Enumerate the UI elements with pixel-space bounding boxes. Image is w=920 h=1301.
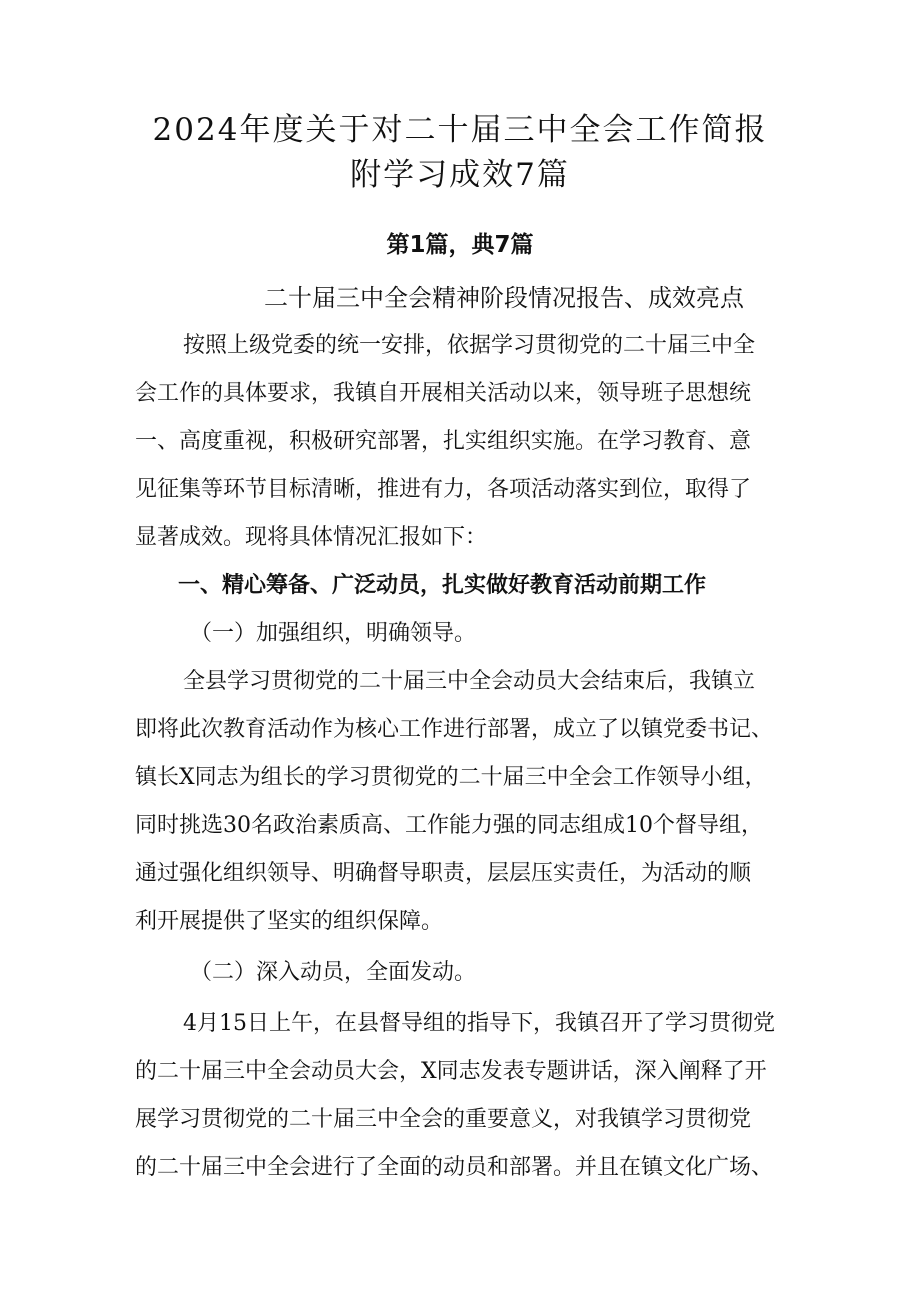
- intro-line: 显著成效。现将具体情况汇报如下：: [135, 525, 488, 550]
- report-title: 二十届三中全会精神阶段情况报告、成效亮点: [264, 284, 744, 312]
- sub1-heading: （一）加强组织，明确领导。: [190, 621, 477, 646]
- sub2-line: 4月15日上午，在县督导组的指导下，我镇召开了学习贯彻党: [183, 1011, 775, 1036]
- intro-line: 见征集等环节目标清晰，推进有力，各项活动落实到位，取得了: [135, 477, 752, 502]
- intro-line: 一、高度重视，积极研究部署，扎实组织实施。在学习教育、意: [135, 429, 752, 454]
- sub2-line: 的二十届三中全会动员大会，X同志发表专题讲话，深入阐释了开: [135, 1059, 767, 1084]
- sub2-line: 的二十届三中全会进行了全面的动员和部署。并且在镇文化广场、: [135, 1155, 774, 1180]
- document-title-line2: 附学习成效7篇: [350, 157, 570, 193]
- intro-line: 按照上级党委的统一安排，依据学习贯彻党的二十届三中全: [183, 333, 756, 358]
- sub2-heading: （二）深入动员，全面发动。: [190, 960, 477, 985]
- sub1-line: 通过强化组织领导、明确督导职责，层层压实责任，为活动的顺: [135, 861, 752, 886]
- document-title-line1: 2024年度关于对二十届三中全会工作简报: [152, 112, 768, 148]
- intro-line: 会工作的具体要求，我镇自开展相关活动以来，领导班子思想统: [135, 381, 752, 406]
- sub2-line: 展学习贯彻党的二十届三中全会的重要意义，对我镇学习贯彻党: [135, 1107, 752, 1132]
- sub1-line: 利开展提供了坚实的组织保障。: [135, 909, 444, 934]
- sub1-line: 镇长X同志为组长的学习贯彻党的二十届三中全会工作领导小组，: [135, 765, 767, 790]
- section1-heading: 一、精心筹备、广泛动员，扎实做好教育活动前期工作: [178, 573, 707, 598]
- sub1-line: 即将此次教育活动作为核心工作进行部署，成立了以镇党委书记、: [135, 717, 774, 742]
- part-heading: 第1篇，典7篇: [386, 232, 534, 258]
- sub1-line: 全县学习贯彻党的二十届三中全会动员大会结束后，我镇立: [183, 669, 756, 694]
- sub1-line: 同时挑选30名政治素质高、工作能力强的同志组成10个督导组，: [135, 813, 763, 838]
